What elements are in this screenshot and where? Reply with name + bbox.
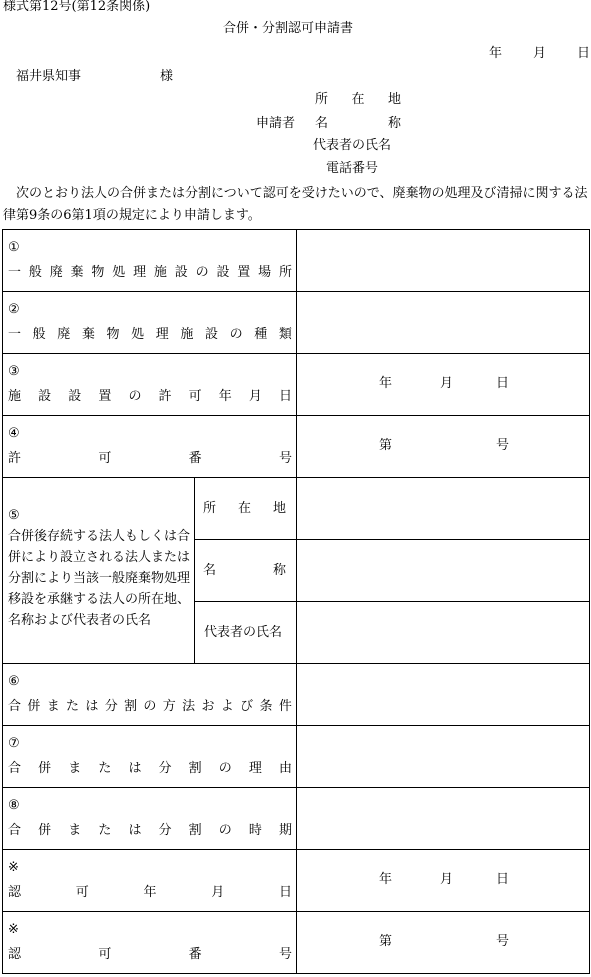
row-number: ⑧ [8,798,20,813]
row-label-cell [3,664,297,726]
applicant-address-label: 所 在 地 [315,92,401,107]
successor-label: 合併後存続する法人もしくは合併により設立される法人または分割により当該一般廃棄物処理移設を承継する法人の所在地、名称および代表者の氏名 [8,529,191,628]
row-number: ④ [8,426,20,441]
table-row [3,416,590,478]
table-row [3,292,590,354]
row-number: ⑦ [8,736,20,751]
row-label-cell [3,416,297,478]
row-value-cell[interactable] [297,292,590,354]
row-label: 合 併 ま た は 分 割 の 方 法 お よ び 条 件 [8,699,292,714]
table-row [3,726,590,788]
row-label-cell [3,850,297,912]
applicant-name-label: 名 称 [315,116,401,131]
row-number: ⑥ [8,674,20,689]
row-number: ※ [8,922,19,937]
successor-name-label-cell [195,540,297,602]
successor-rep-label-cell [195,602,297,664]
row-value-cell[interactable] [297,726,590,788]
row-label: 許 可 番 号 [8,451,292,466]
row-label-cell [3,354,297,416]
row-value-cell[interactable] [297,664,590,726]
applicant-rep-label: 代表者の氏名 [313,138,392,153]
table-row [3,912,590,974]
row-number: ② [8,302,20,317]
table-row [3,354,590,416]
value-go-label: 号 [496,934,510,949]
row-value-cell[interactable] [297,912,590,974]
value-day-label: 日 [496,872,510,887]
value-month-label: 月 [440,376,454,391]
applicant-phone-label: 電話番号 [326,161,379,176]
row-label: 施 設 設 置 の 許 可 年 月 日 [8,389,292,404]
table-row [3,850,590,912]
row-value-cell[interactable] [297,788,590,850]
row-value-cell[interactable] [297,230,590,292]
intro-text: 次のとおり法人の合併または分割について認可を受けたいので、廃棄物の処理及び清掃に関する法律第9条の6第1項の規定により申請します。 [3,186,588,223]
row-value-cell[interactable] [297,354,590,416]
form-number: 様式第12号(第12条関係) [3,0,151,14]
row-label: 認 可 番 号 [8,947,292,962]
successor-address-value-cell[interactable] [297,478,590,540]
addressee-name: 福井県知事 [16,69,82,84]
successor-address-label-cell [195,478,297,540]
row-label-cell [3,230,297,292]
row-number: ③ [8,364,20,379]
value-month-label: 月 [440,872,454,887]
row-value-cell[interactable] [297,416,590,478]
addressee-suffix: 様 [160,69,174,84]
value-dai-label: 第 [379,934,393,949]
row-label: 合 併 ま た は 分 割 の 理 由 [8,761,292,776]
date-month-label: 月 [533,46,547,61]
row-number: ※ [8,860,19,875]
row-label-cell [3,788,297,850]
applicant-role-label: 申請者 [256,116,296,131]
table-row [3,788,590,850]
successor-rep-value-cell[interactable] [297,602,590,664]
value-year-label: 年 [379,376,393,391]
date-year-label: 年 [489,46,503,61]
successor-name-value-cell[interactable] [297,540,590,602]
row-label-cell [3,912,297,974]
value-go-label: 号 [496,438,510,453]
value-year-label: 年 [379,872,393,887]
table-row [3,664,590,726]
row-label-cell [3,292,297,354]
row-label: 認 可 年 月 日 [8,885,292,900]
row-value-cell[interactable] [297,850,590,912]
value-day-label: 日 [496,376,510,391]
row-label-cell [3,726,297,788]
row-label: 一 般 廃 棄 物 処 理 施 設 の 設 置 場 所 [8,265,292,280]
value-dai-label: 第 [379,438,393,453]
form-title: 合併・分割認可申請書 [223,21,354,36]
successor-rep-label: 代表者の氏名 [204,625,283,640]
row-number: ① [8,240,20,255]
successor-address-label: 所 在 地 [203,501,286,516]
table-row [3,230,590,292]
table-row [3,478,590,540]
successor-label-cell [3,478,195,664]
date-day-label: 日 [577,46,591,61]
successor-name-label: 名 称 [203,563,286,578]
row-label: 合 併 ま た は 分 割 の 時 期 [8,823,292,838]
row-number: ⑤ [8,508,20,523]
row-label: 一 般 廃 棄 物 処 理 施 設 の 種 類 [8,327,292,342]
application-table [2,229,590,974]
